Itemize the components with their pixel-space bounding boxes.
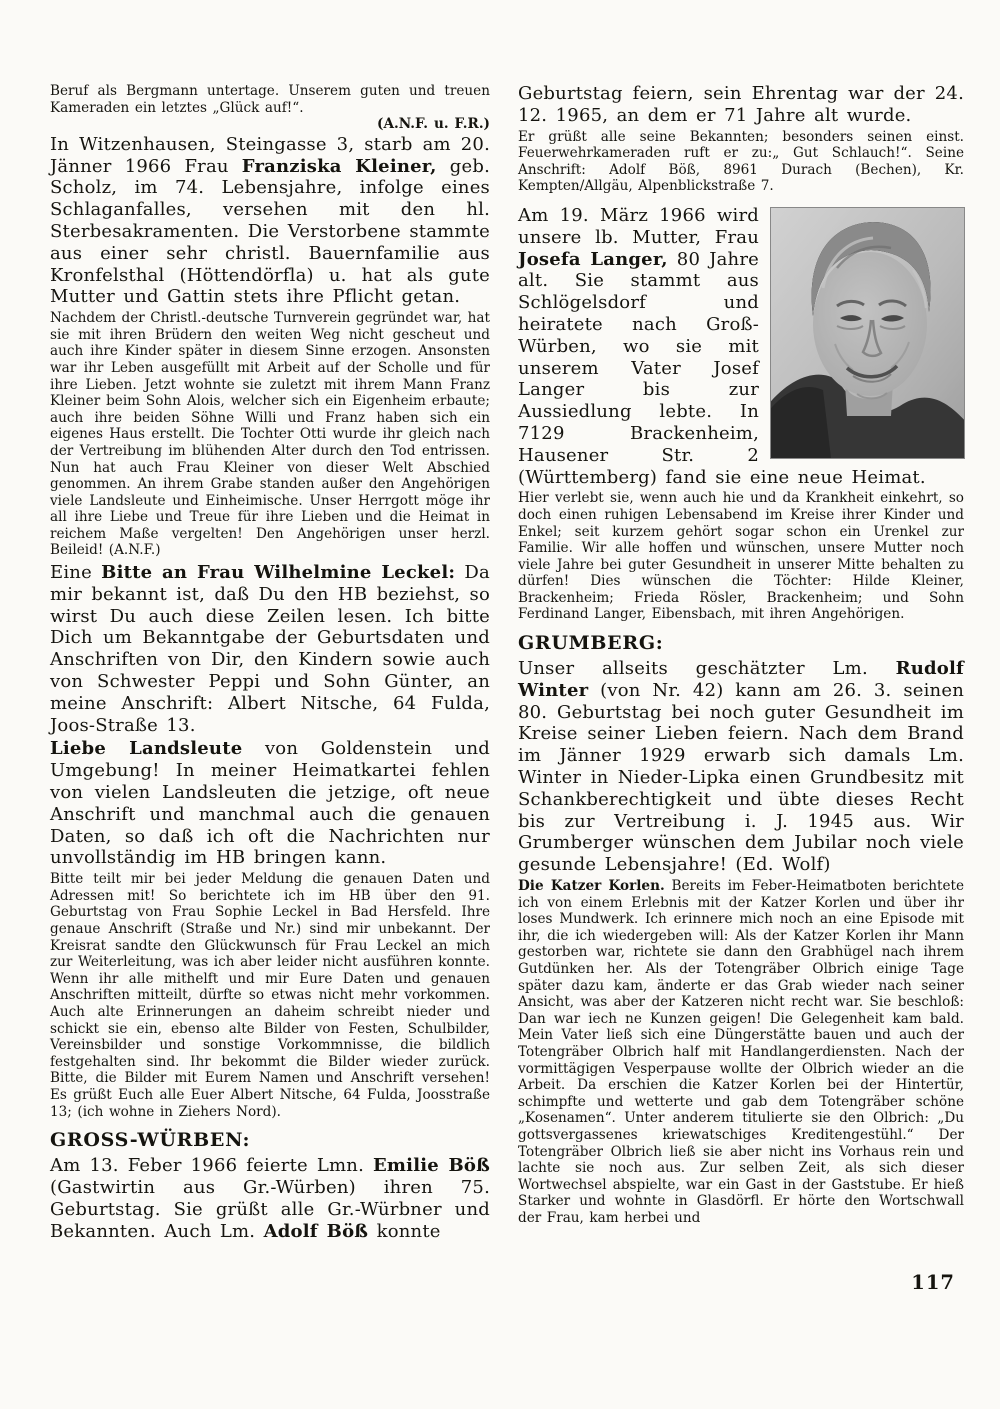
text-run: Eine xyxy=(50,562,102,584)
emphasized-text: Die Katzer Korlen. xyxy=(518,878,665,895)
paragraph xyxy=(518,83,964,127)
left-column xyxy=(50,83,490,1244)
portrait-photo-illustration xyxy=(771,208,964,458)
paragraph xyxy=(518,878,964,1226)
paragraph xyxy=(518,490,964,623)
section-heading xyxy=(50,1128,490,1152)
text-run: Beruf als Bergmann untertage. Unserem guten und treuen Kameraden ein letztes „Glück auf!“. xyxy=(50,83,490,116)
emphasized-text: Bitte an Frau Wilhelmine Leckel: xyxy=(101,562,456,584)
paragraph xyxy=(50,738,490,869)
emphasized-text: Liebe Landsleute xyxy=(50,738,243,760)
text-run: (von Nr. 42) kann am 26. 3. seinen 80. Geburtstag bei noch guter Gesundheit im Kreise seiner Lieben feiern. Nach dem Brand im Jänner 1929 erwarb sich damals Lm. Winter in Nieder-Lipka einen Grundbesitz mit Schankberechtigkeit und übte dieses Recht bis zur Vertreibung i. J. 1945 aus. Wir Grumberger wünschen dem Jubilar noch viele gesunde Lebensjahre! (Ed. Wolf) xyxy=(518,679,964,876)
page-number: 117 xyxy=(911,1271,955,1294)
text-run: Geburtstag feiern, sein Ehrentag war der 24. 12. 1965, an dem er 71 Jahre alt wurde. xyxy=(518,83,964,126)
section-heading xyxy=(518,631,964,655)
emphasized-text: GRUMBERG: xyxy=(518,632,664,655)
text-run: Am 19. März 1966 wird unsere lb. Mutter, Frau xyxy=(518,204,759,248)
paragraph xyxy=(50,116,490,133)
text-run: Unser allseits geschätzter Lm. xyxy=(518,658,896,680)
text-run: Am 13. Feber 1966 feierte Lmn. xyxy=(50,1155,374,1177)
paragraph xyxy=(518,205,964,488)
emphasized-text: (A.N.F. u. F.R.) xyxy=(377,116,490,133)
text-run: Hier verlebt sie, wenn auch hie und da Krankheit einkehrt, so doch einen ruhigen Lebensabend im Kreise ihrer Kinder und Enkel; seit kurzem gehört sogar schon ein Urenkel zur Familie. Wir alle hoffen und wünschen, unsere Mutter noch viele Jahre bei guter Gesundheit in unserer Mitte behalten zu dürfen! Dies wünschen die Töchter: Hilde Kleiner, Brackenheim; Frieda Rösler, Brackenheim; und Sohn Ferdinand Langer, Eibensbach, mit ihren Angehörigen. xyxy=(518,490,964,623)
paragraph xyxy=(50,310,490,559)
text-run: (Gastwirtin aus Gr.-Würben) ihren 75. Geburtstag. Sie grüßt alle Gr.-Würbner und Bekannten. Auch Lm. xyxy=(50,1176,490,1242)
paragraph xyxy=(50,1155,490,1242)
paragraph xyxy=(50,83,490,116)
text-run: Bitte teilt mir bei jeder Meldung die genauen Daten und Adressen mit! So berichtete ich im HB über den 91. Geburtstag von Frau Sophie Leckel in Bad Hersfeld. Ihre genaue Anschrift (Straße und Nr.) sind mir unbekannt. Der Kreisrat sandte den Glückwunsch für Frau Leckel an mich zur Weiterleitung, was ich aber leider nicht ausführen konnte. Wenn ihr alle mithelft und mir Eure Daten und genauen Anschriften mitteilt, dürfte so etwas nicht mehr vorkommen. Auch alte Erinnerungen an daheim schreibt nieder und schickt sie ein, ebenso alte Bilder von Festen, Schulbilder, Vereinsbilder und sonstige Vorkommnisse, die bildlich festgehalten sind. Ihr bekommt die Bilder wieder zurück. Bitte, die Bilder mit Eurem Namen und Anschrift versehen! Es grüßt Euch alle Euer Albert Nitsche, 64 Fulda, Joosstraße 13; (ich wohne in Ziehers Nord). xyxy=(50,871,490,1120)
emphasized-text: Rudolf Winter xyxy=(518,658,964,701)
text-run: Nachdem der Christl.-deutsche Turnverein gegründet war, hat sie mit ihren Brüdern den weiten Weg nicht gescheut und auch ihre Kinder später in diesem Sinne erzogen. Ansonsten war ihr Leben ausgefüllt mit Arbeit auf der Scholle und für ihre Lieben. Jetzt wohnte sie zuletzt mit ihrem Mann Franz Kleiner beim Sohn Alois, welcher sich ein Eigenheim erbaute; auch ihre beiden Söhne Willi und Franz haben sich ein eigenes Haus erstellt. Die Tochter Otti wurde ihr gleich nach der Vertreibung im blühenden Alter durch den Tod entrissen. Nun hat auch Frau Kleiner von dieser Welt Abschied genommen. An ihrem Grabe standen außer den Angehörigen viele Landsleute und Einheimische. Unser Herrgott möge ihr all ihre Liebe und Treue für ihre Lieben und die Heimat in reichem Maße vergelten! Den Angehörigen unser herzl. Beileid! (A.N.F.) xyxy=(50,310,490,559)
text-run: Da mir bekannt ist, daß Du den HB beziehst, so wirst Du auch diese Zeilen lesen. Ich bitte Dich um Bekanntgabe der Geburtsdaten und Anschriften von Dir, den Kindern sowie auch von Schwester Peppi und Sohn Günter, an meine Anschrift: Albert Nitsche, 64 Fulda, Joos-Straße 13. xyxy=(50,562,490,736)
paragraph xyxy=(50,562,490,736)
text-run: von Goldenstein und Umgebung! In meiner Heimatkartei fehlen von vielen Landsleuten die jetzige, oft neue Anschrift und manchmal auch die genauen Daten, so daß ich oft die Nachrichten nur unvollständig im HB bringen kann. xyxy=(50,738,490,869)
emphasized-text: Emilie Böß xyxy=(373,1155,490,1177)
emphasized-text: Franziska Kleiner, xyxy=(241,155,437,177)
text-run: konnte xyxy=(368,1220,441,1242)
right-column xyxy=(518,83,964,1244)
emphasized-text: Josefa Langer, xyxy=(518,248,668,270)
paragraph xyxy=(518,129,964,195)
portrait-photo xyxy=(771,208,964,458)
text-run: Bereits im Feber-Heimatboten berichtete ich von einem Erlebnis mit der Katzer Korlen und über ihr loses Mundwerk. Ich erinnere mich noch an eine Episode mit ihr, die ich wiedergeben will: Als der Katzer Korlen ihr Mann gestorben war, richtete sie dann den Grabhügel nach ihrem Gutdünken her. Als der Totengräber Olbrich einige Tage später dazu kam, änderte er das Grab wieder nach seiner Ansicht, was aber der Katzeren nicht recht war. Sie beschloß: Dan war iech ne Kunzen geigen! Die Gelegenheit kam bald. Mein Vater ließ sich eine Düngerstätte bauen und auch der Totengräber Olbrich half mit Handlangerdiensten. Nach der vormittägigen Vesperpause wollte der Olbrich wieder an die Arbeit. Da erschien die Katzer Korlen bei der Hintertür, schimpfte und wetterte und gab dem Totengräber schöne „Kosenamen“. Unter anderem titulierte sie den Olbrich: „Du gottsvergassenes kriewatschiges Kreditengestühl.“ Der Totengräber Olbrich ließ sie aber nicht ins Vorhaus rein und lachte sie noch aus. Zur selben Zeit, als sich dieser Wortwechsel abspielte, war ein Gast in der Gaststube. Er hieß Starker und wohnte in Glasdörfl. Er hörte den Wortschwall der Frau, kam herbei und xyxy=(518,878,964,1226)
text-run: In Witzenhausen, Steingasse 3, starb am 20. Jänner 1966 Frau xyxy=(50,133,490,177)
text-run: 80 Jahre alt. Sie stammt aus Schlögelsdorf und heiratete nach Groß-Würben, wo sie mit unserem Vater Josef Langer bis zur Aussiedlung lebte. In 7129 Brackenheim, Hausener Str. 2 (Württemberg) fand sie eine neue Heimat. xyxy=(518,248,926,488)
paragraph xyxy=(518,658,964,876)
paragraph xyxy=(50,134,490,308)
text-run: geb. Scholz, im 74. Lebensjahre, infolge eines Schlaganfalles, versehen mit den hl. Sterbesakramenten. Die Verstorbene stammte aus einer sehr christl. Bauernfamilie aus Kronfelsthal (Höttendörfla) u. hat als gute Mutter und Gattin stets ihre Pflicht getan. xyxy=(50,155,490,308)
emphasized-text: Adolf Böß xyxy=(263,1220,369,1242)
text-run: Er grüßt alle seine Bekannten; besonders seinen einst. Feuerwehrkameraden ruft er zu:„ Gut Schlauch!“. Seine Anschrift: Adolf Böß, 8961 Durach (Bechen), Kr. Kempten/Allgäu, Alpenblickstraße 7. xyxy=(518,128,964,195)
paragraph xyxy=(50,871,490,1120)
emphasized-text: GROSS-WÜRBEN: xyxy=(50,1129,251,1152)
